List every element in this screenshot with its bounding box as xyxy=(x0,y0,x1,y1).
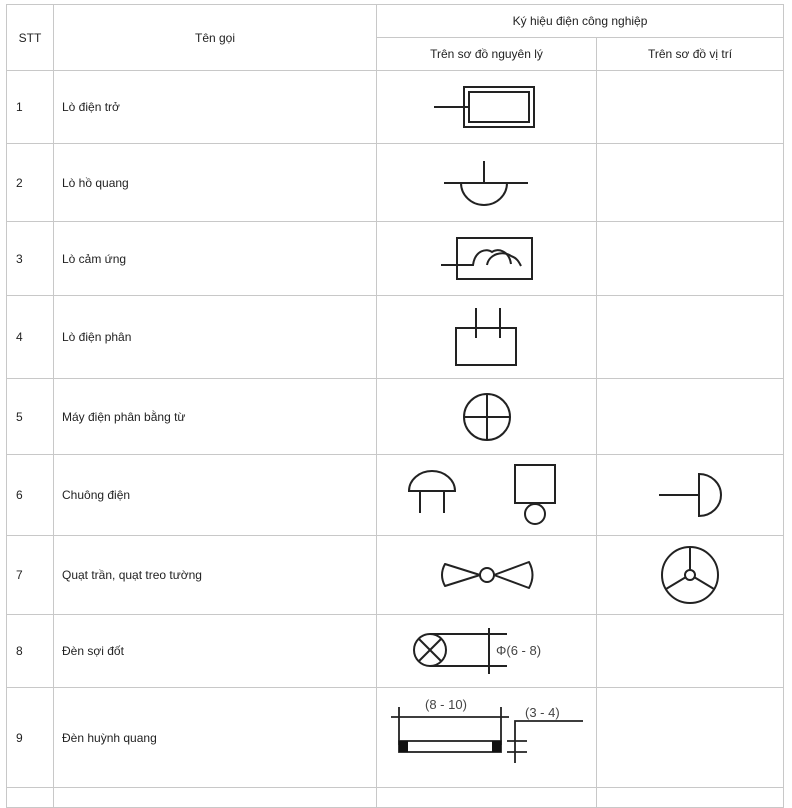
row-name: Lò điện trở xyxy=(54,71,377,144)
header-name: Tên gọi xyxy=(54,5,377,71)
row-stt: 4 xyxy=(7,296,54,379)
incandescent-lamp-icon xyxy=(412,626,562,676)
width-dimension-label: (3 - 4) xyxy=(524,704,560,720)
row-stt: 2 xyxy=(7,144,54,222)
row-name: Lò hồ quang xyxy=(54,144,377,222)
lamp-dimension-label: Φ(6 - 8) xyxy=(495,643,541,658)
magnetic-electrolyzer-icon xyxy=(461,391,513,443)
row-stt: 3 xyxy=(7,222,54,296)
position-symbol-cell xyxy=(597,455,784,536)
principle-symbol-cell xyxy=(377,615,597,688)
principle-symbol-cell xyxy=(377,455,597,536)
resistance-furnace-icon xyxy=(432,85,542,129)
principle-symbol-cell xyxy=(377,296,597,379)
fluorescent-lamp-icon xyxy=(387,697,587,779)
position-symbol-cell xyxy=(597,379,784,455)
header-symbol-group: Ký hiệu điện công nghiệp xyxy=(377,5,784,38)
position-symbol-cell xyxy=(597,71,784,144)
table-row xyxy=(7,222,784,296)
principle-symbol-cell xyxy=(377,71,597,144)
arc-furnace-icon xyxy=(442,159,532,207)
table-row xyxy=(7,144,784,222)
electric-bell-position-icon xyxy=(657,472,723,518)
row-name: Quạt trần, quạt treo tường xyxy=(54,536,377,615)
table-row xyxy=(7,455,784,536)
fan-icon xyxy=(439,557,535,593)
header-stt: STT xyxy=(7,5,54,71)
principle-symbol-cell xyxy=(377,144,597,222)
table-row xyxy=(7,536,784,615)
electrolytic-furnace-icon xyxy=(454,306,520,368)
table-row xyxy=(7,296,784,379)
table-row xyxy=(7,379,784,455)
row-name: Lò điện phân xyxy=(54,296,377,379)
table-row xyxy=(7,71,784,144)
position-symbol-cell xyxy=(597,144,784,222)
electrical-symbols-table xyxy=(6,4,784,808)
fan-position-icon xyxy=(660,545,720,605)
principle-symbol-cell xyxy=(377,536,597,615)
principle-symbol-cell xyxy=(377,379,597,455)
electric-bell-icon xyxy=(407,463,567,527)
table-row xyxy=(7,688,784,788)
position-symbol-cell xyxy=(597,688,784,788)
header-principle-diagram: Trên sơ đồ nguyên lý xyxy=(377,38,597,71)
row-name: Lò cảm ứng xyxy=(54,222,377,296)
row-stt: 6 xyxy=(7,455,54,536)
length-dimension-label: (8 - 10) xyxy=(424,696,467,712)
row-name: Đèn sợi đốt xyxy=(54,615,377,688)
row-name: Chuông điện xyxy=(54,455,377,536)
principle-symbol-cell xyxy=(377,222,597,296)
header-position-diagram: Trên sơ đồ vị trí xyxy=(597,38,784,71)
row-stt: 8 xyxy=(7,615,54,688)
position-symbol-cell xyxy=(597,536,784,615)
position-symbol-cell xyxy=(597,296,784,379)
row-name: Máy điện phân bằng từ xyxy=(54,379,377,455)
position-symbol-cell xyxy=(597,222,784,296)
row-stt: 1 xyxy=(7,71,54,144)
table-row xyxy=(7,615,784,688)
row-stt: 9 xyxy=(7,688,54,788)
row-name: Đèn huỳnh quang xyxy=(54,688,377,788)
position-symbol-cell xyxy=(597,615,784,688)
row-stt: 5 xyxy=(7,379,54,455)
induction-furnace-icon xyxy=(439,236,535,282)
principle-symbol-cell xyxy=(377,688,597,788)
row-stt: 7 xyxy=(7,536,54,615)
